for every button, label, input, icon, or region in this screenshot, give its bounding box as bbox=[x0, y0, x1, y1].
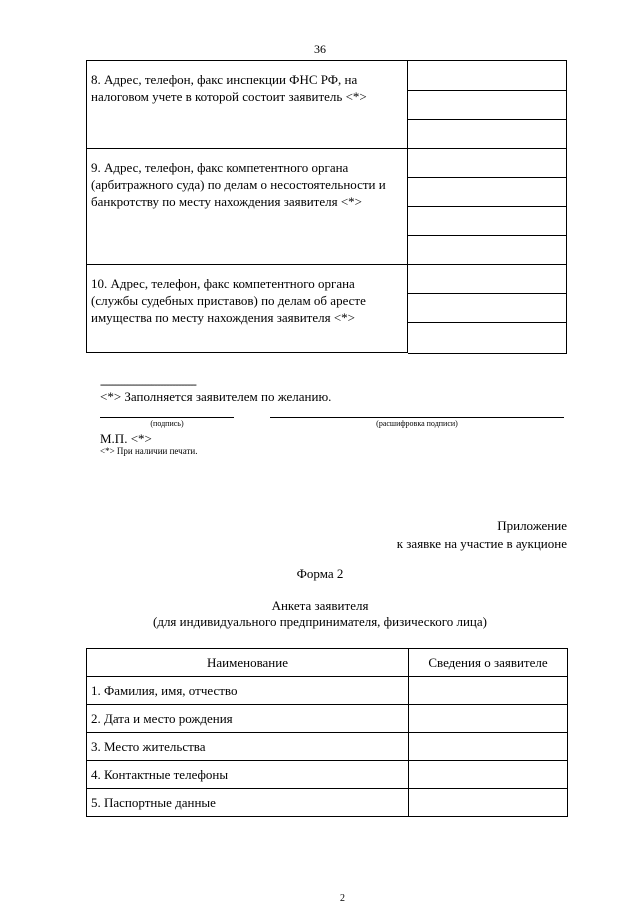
table-row bbox=[87, 265, 408, 353]
value-cell[interactable] bbox=[408, 265, 566, 294]
header-name: Наименование bbox=[87, 649, 409, 677]
value-cell[interactable] bbox=[408, 61, 566, 91]
row-label: 2. Дата и место рождения bbox=[87, 705, 409, 733]
row-value[interactable] bbox=[409, 789, 568, 817]
value-cell[interactable] bbox=[408, 294, 566, 323]
questionnaire-subtitle: (для индивидуального предпринимателя, физического лица) bbox=[153, 614, 487, 629]
questionnaire-table bbox=[86, 648, 568, 817]
row-8-label: 8. Адрес, телефон, факс инспекции ФНС РФ, на налоговом учете в которой состоит заявитель <*> bbox=[87, 61, 408, 149]
row-label: 1. Фамилия, имя, отчество bbox=[87, 677, 409, 705]
questionnaire-title: Анкета заявителя bbox=[271, 598, 369, 613]
value-cell[interactable] bbox=[408, 236, 566, 265]
table-header-row bbox=[87, 649, 568, 677]
row-9-label: 9. Адрес, телефон, факс компетентного органа (арбитражного суда) по делам о несостоятельности и банкротству по месту нахождения заявителя <*> bbox=[87, 149, 408, 265]
row-label: 5. Паспортные данные bbox=[87, 789, 409, 817]
stamp-note: <*> При наличии печати. bbox=[100, 446, 198, 456]
row-value[interactable] bbox=[409, 761, 568, 789]
row-value[interactable] bbox=[409, 677, 568, 705]
table-row bbox=[87, 61, 408, 149]
table-row bbox=[87, 149, 408, 265]
page-number: 36 bbox=[314, 42, 326, 56]
signature-caption: (подпись) bbox=[150, 419, 184, 428]
value-cell[interactable] bbox=[408, 91, 566, 120]
footnote-text: <*> Заполняется заявителем по желанию. bbox=[100, 389, 332, 404]
applicant-info-table bbox=[86, 60, 408, 353]
row-10-label: 10. Адрес, телефон, факс компетентного органа (службы судебных приставов) по делам об аресте имущества по месту нахождения заявителя <*> bbox=[87, 265, 408, 353]
table-row bbox=[87, 677, 568, 705]
table-row bbox=[87, 789, 568, 817]
appendix-line-1: Приложение bbox=[497, 518, 567, 533]
row-value[interactable] bbox=[409, 705, 568, 733]
appendix-line-2: к заявке на участие в аукционе bbox=[396, 536, 567, 551]
table-row bbox=[87, 733, 568, 761]
row-label: 4. Контактные телефоны bbox=[87, 761, 409, 789]
footer-mark: 2 bbox=[340, 893, 345, 904]
decoding-caption: (расшифровка подписи) bbox=[376, 419, 458, 428]
signature-line[interactable] bbox=[100, 417, 234, 418]
header-info: Сведения о заявителе bbox=[409, 649, 568, 677]
table-row bbox=[87, 705, 568, 733]
value-cell[interactable] bbox=[408, 178, 566, 207]
row-label: 3. Место жительства bbox=[87, 733, 409, 761]
value-cell[interactable] bbox=[408, 149, 566, 178]
form-title: Форма 2 bbox=[296, 566, 344, 581]
value-cell[interactable] bbox=[408, 207, 566, 236]
row-value[interactable] bbox=[409, 733, 568, 761]
stamp-label: М.П. <*> bbox=[100, 431, 152, 446]
decoding-line[interactable] bbox=[270, 417, 564, 418]
applicant-info-values bbox=[408, 60, 567, 354]
footnote-separator: -------------------------------- bbox=[100, 377, 196, 391]
value-cell[interactable] bbox=[408, 120, 566, 149]
value-cell[interactable] bbox=[408, 323, 566, 353]
table-row bbox=[87, 761, 568, 789]
